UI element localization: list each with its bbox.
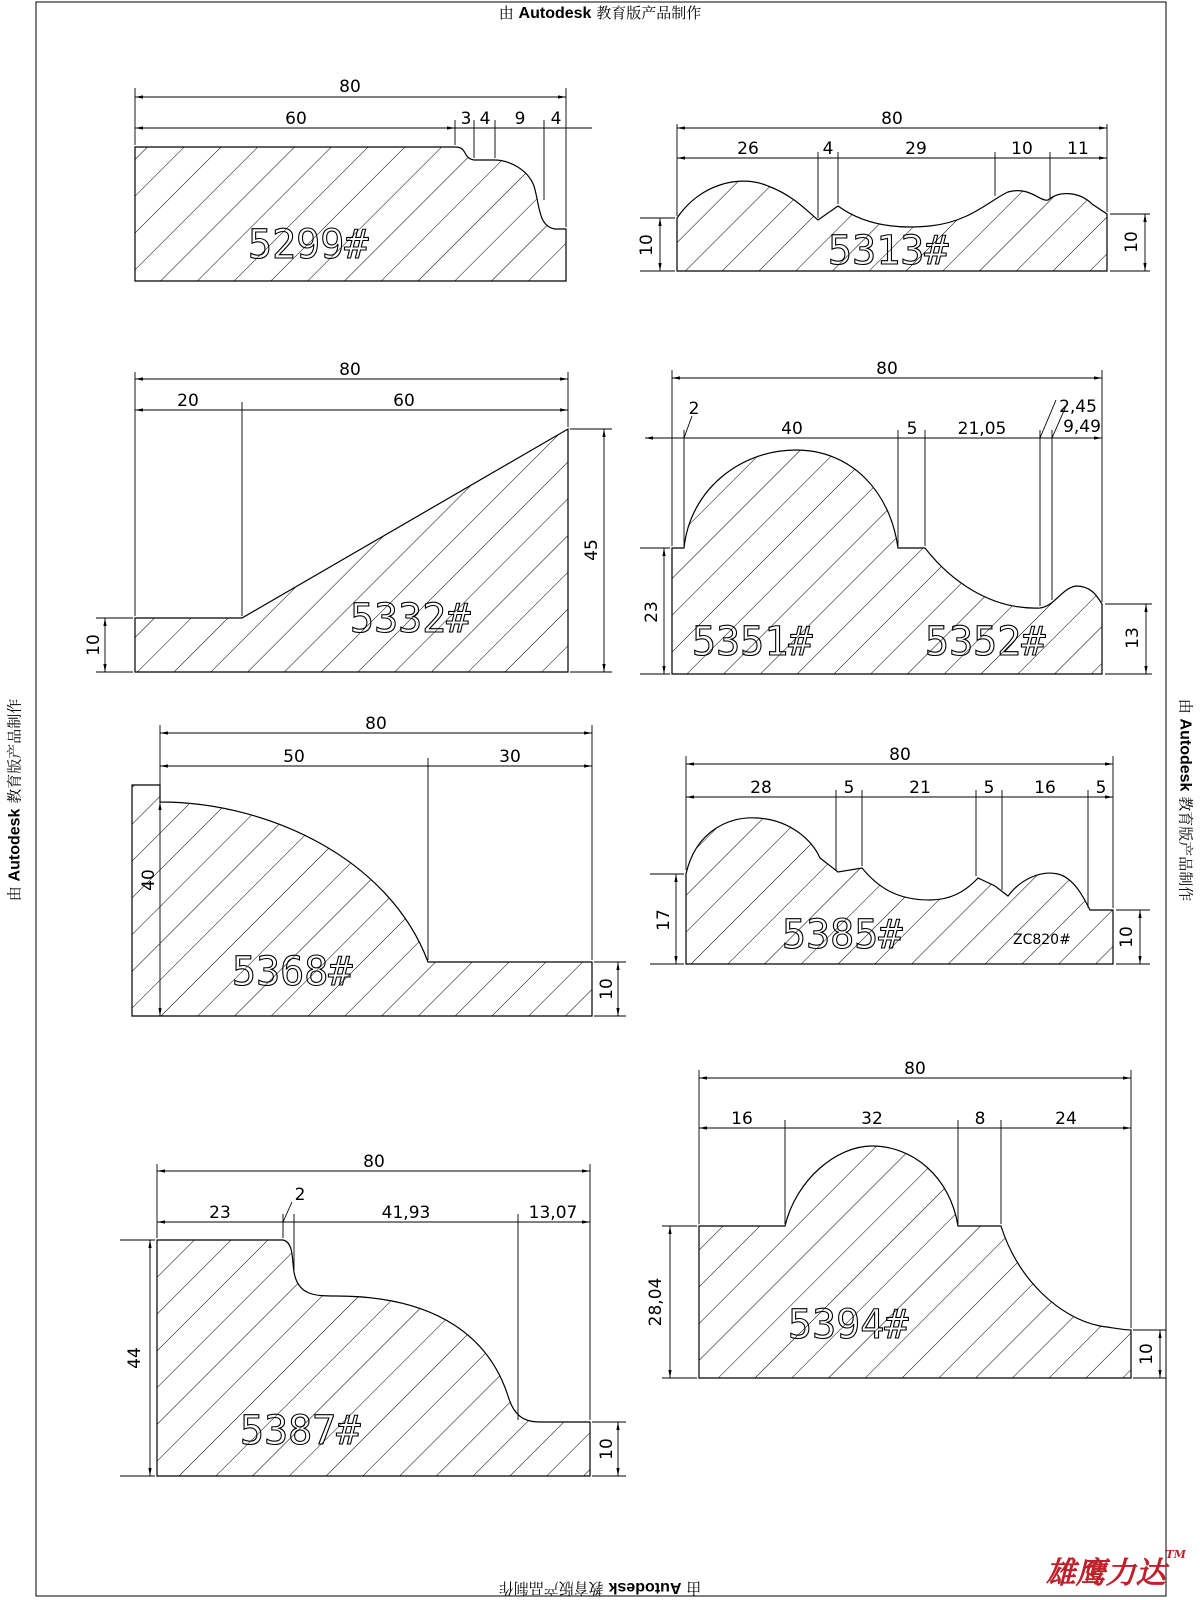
- watermark-prefix: 由: [5, 886, 24, 902]
- profile-5351-5352: [640, 359, 1152, 674]
- dim: 21,05: [957, 419, 1007, 439]
- dim: 4: [479, 109, 491, 129]
- dim: 10: [1137, 1343, 1157, 1365]
- dim: 3: [460, 109, 472, 129]
- watermark-prefix: 由: [686, 1579, 702, 1597]
- dim: 2: [294, 1185, 306, 1205]
- watermark-brand: Autodesk: [518, 5, 592, 22]
- dim-overall: 80: [876, 359, 898, 379]
- dim: 45: [582, 539, 602, 561]
- profile-code: 5313#: [828, 228, 949, 274]
- profile-shape: [699, 1146, 1131, 1378]
- dim: 10: [1117, 926, 1137, 948]
- dim: 28,04: [646, 1277, 666, 1327]
- watermark-brand: Autodesk: [608, 1579, 682, 1596]
- profile-subcode: ZC820#: [1013, 932, 1071, 948]
- profile-shape: [157, 1240, 590, 1476]
- logo-text: 雄鹰力达: [1045, 1556, 1166, 1591]
- profile-5385: [650, 745, 1150, 964]
- dim: 10: [637, 234, 657, 256]
- watermark-prefix: 由: [498, 4, 514, 22]
- dim: 16: [1034, 778, 1056, 798]
- dim: 13,07: [528, 1203, 578, 1223]
- dim: 10: [84, 634, 104, 656]
- brand-logo: [1046, 1548, 1186, 1592]
- dim: 29: [905, 139, 927, 159]
- profile-code: 5332#: [350, 596, 471, 642]
- dim: 10: [1011, 139, 1033, 159]
- dim: 10: [1122, 231, 1142, 253]
- dim: 40: [139, 869, 159, 891]
- dim: 21: [909, 778, 931, 798]
- dim: 60: [393, 391, 415, 411]
- dim: 23: [642, 601, 662, 623]
- profile-code: 5352#: [925, 619, 1046, 665]
- profile-code: 5299#: [248, 222, 369, 268]
- dim-overall: 80: [365, 714, 387, 734]
- dim-overall: 80: [904, 1059, 926, 1079]
- dim: 60: [285, 109, 307, 129]
- watermark-brand: Autodesk: [1176, 718, 1194, 792]
- watermark-suffix: 教育版产品制作: [596, 4, 702, 22]
- dim: 41,93: [381, 1203, 431, 1223]
- profile-code: 5387#: [240, 1408, 361, 1454]
- dim: 5: [983, 778, 995, 798]
- dim-overall: 80: [889, 745, 911, 765]
- dim: 28: [750, 778, 772, 798]
- dim: 5: [843, 778, 855, 798]
- dim: 2,45: [1059, 397, 1097, 417]
- profile-code: 5368#: [232, 949, 353, 995]
- watermark-suffix: 教育版产品制作: [5, 698, 24, 804]
- watermark-suffix: 教育版产品制作: [1176, 796, 1195, 902]
- profile-5394: [646, 1059, 1166, 1378]
- dim: 30: [499, 747, 521, 767]
- watermark-suffix: 教育版产品制作: [498, 1579, 604, 1597]
- dim-overall: 80: [339, 360, 361, 380]
- dim: 16: [731, 1109, 753, 1129]
- dim: 4: [822, 139, 834, 159]
- dim: 4: [550, 109, 562, 129]
- dim: 9: [514, 109, 526, 129]
- profile-5368: [132, 714, 626, 1016]
- dim: 10: [597, 978, 617, 1000]
- profile-5299: [135, 77, 592, 281]
- dim-overall: 80: [881, 109, 903, 129]
- dim: 44: [125, 1347, 145, 1369]
- profile-code: 5351#: [692, 619, 813, 665]
- dim-overall: 80: [339, 77, 361, 97]
- watermark-top: [499, 2, 702, 23]
- dim: 20: [177, 391, 199, 411]
- watermark-prefix: 由: [1176, 698, 1195, 714]
- dim: 9,49: [1063, 417, 1101, 437]
- profile-code: 5394#: [788, 1302, 909, 1348]
- dim: 5: [906, 419, 918, 439]
- profile-code: 5385#: [782, 912, 903, 958]
- watermark-bottom: [499, 1578, 702, 1599]
- profile-5387: [120, 1152, 626, 1476]
- dim: 50: [283, 747, 305, 767]
- dim: 40: [781, 419, 803, 439]
- dim: 17: [654, 909, 674, 931]
- dim-overall: 80: [363, 1152, 385, 1172]
- profile-5313: [637, 109, 1150, 274]
- watermark-right: [1176, 699, 1197, 902]
- dim: 13: [1123, 627, 1143, 649]
- watermark-left: [4, 699, 25, 902]
- dim: 10: [597, 1438, 617, 1460]
- watermark-brand: Autodesk: [6, 808, 24, 882]
- logo-trademark: TM: [1165, 1548, 1186, 1561]
- dim: 32: [861, 1109, 883, 1129]
- dim: 5: [1095, 778, 1107, 798]
- profile-5332: [84, 360, 612, 672]
- dim: 23: [209, 1203, 231, 1223]
- dim: 11: [1067, 139, 1089, 159]
- dim: 8: [974, 1109, 986, 1129]
- profile-shape: [132, 785, 592, 1016]
- dim: 2: [688, 399, 700, 419]
- dim: 26: [737, 139, 759, 159]
- dim: 24: [1055, 1109, 1077, 1129]
